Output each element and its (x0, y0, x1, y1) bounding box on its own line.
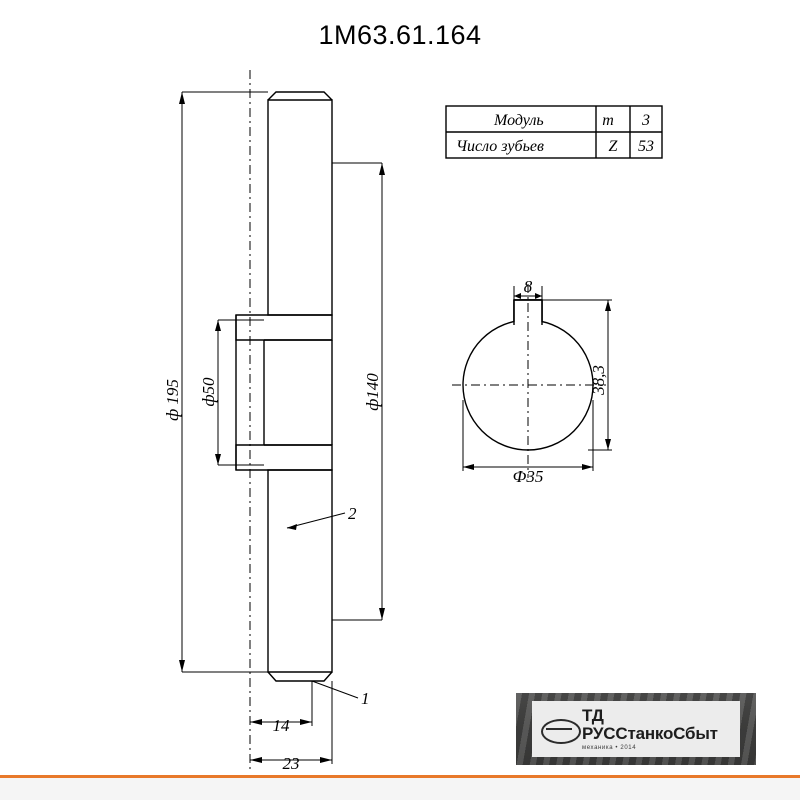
ellipse-mark-icon (538, 708, 580, 750)
dim-outer-diameter: ф 195 (163, 379, 182, 421)
dim-shaft-diameter: Ф35 (512, 467, 544, 486)
dim-chamfer-1: 1 (361, 689, 370, 708)
page-title: 1М63.61.164 (318, 20, 482, 50)
dim-bore-diameter: ф50 (199, 377, 218, 407)
dim-chamfer-2: 2 (348, 504, 357, 523)
dim-key-width: 8 (523, 277, 533, 296)
dim-width-14: 14 (272, 716, 290, 735)
brand-tagline: механика • 2014 (582, 744, 637, 751)
dim-hub-diameter: ф140 (363, 373, 382, 411)
end-view (452, 277, 612, 486)
spec-row-0-value: 3 (642, 112, 650, 129)
brand-name: ТД РУССтанкоСбыт (582, 706, 718, 743)
watermark-logo (516, 693, 756, 765)
dim-width-23: 23 (282, 754, 300, 773)
logo-plate (532, 701, 740, 757)
dim-key-depth: 38,3 (589, 365, 608, 395)
spec-row-0-symbol: m (602, 112, 614, 129)
bottom-accent-strip (0, 775, 800, 800)
spec-row-1-label: Число зубьев (456, 138, 544, 155)
section-view (163, 70, 385, 773)
spec-row-1-value: 53 (638, 138, 654, 155)
spec-row-1-symbol: Z (608, 138, 618, 155)
spec-table (446, 106, 662, 158)
spec-row-0-label: Модуль (494, 112, 544, 129)
